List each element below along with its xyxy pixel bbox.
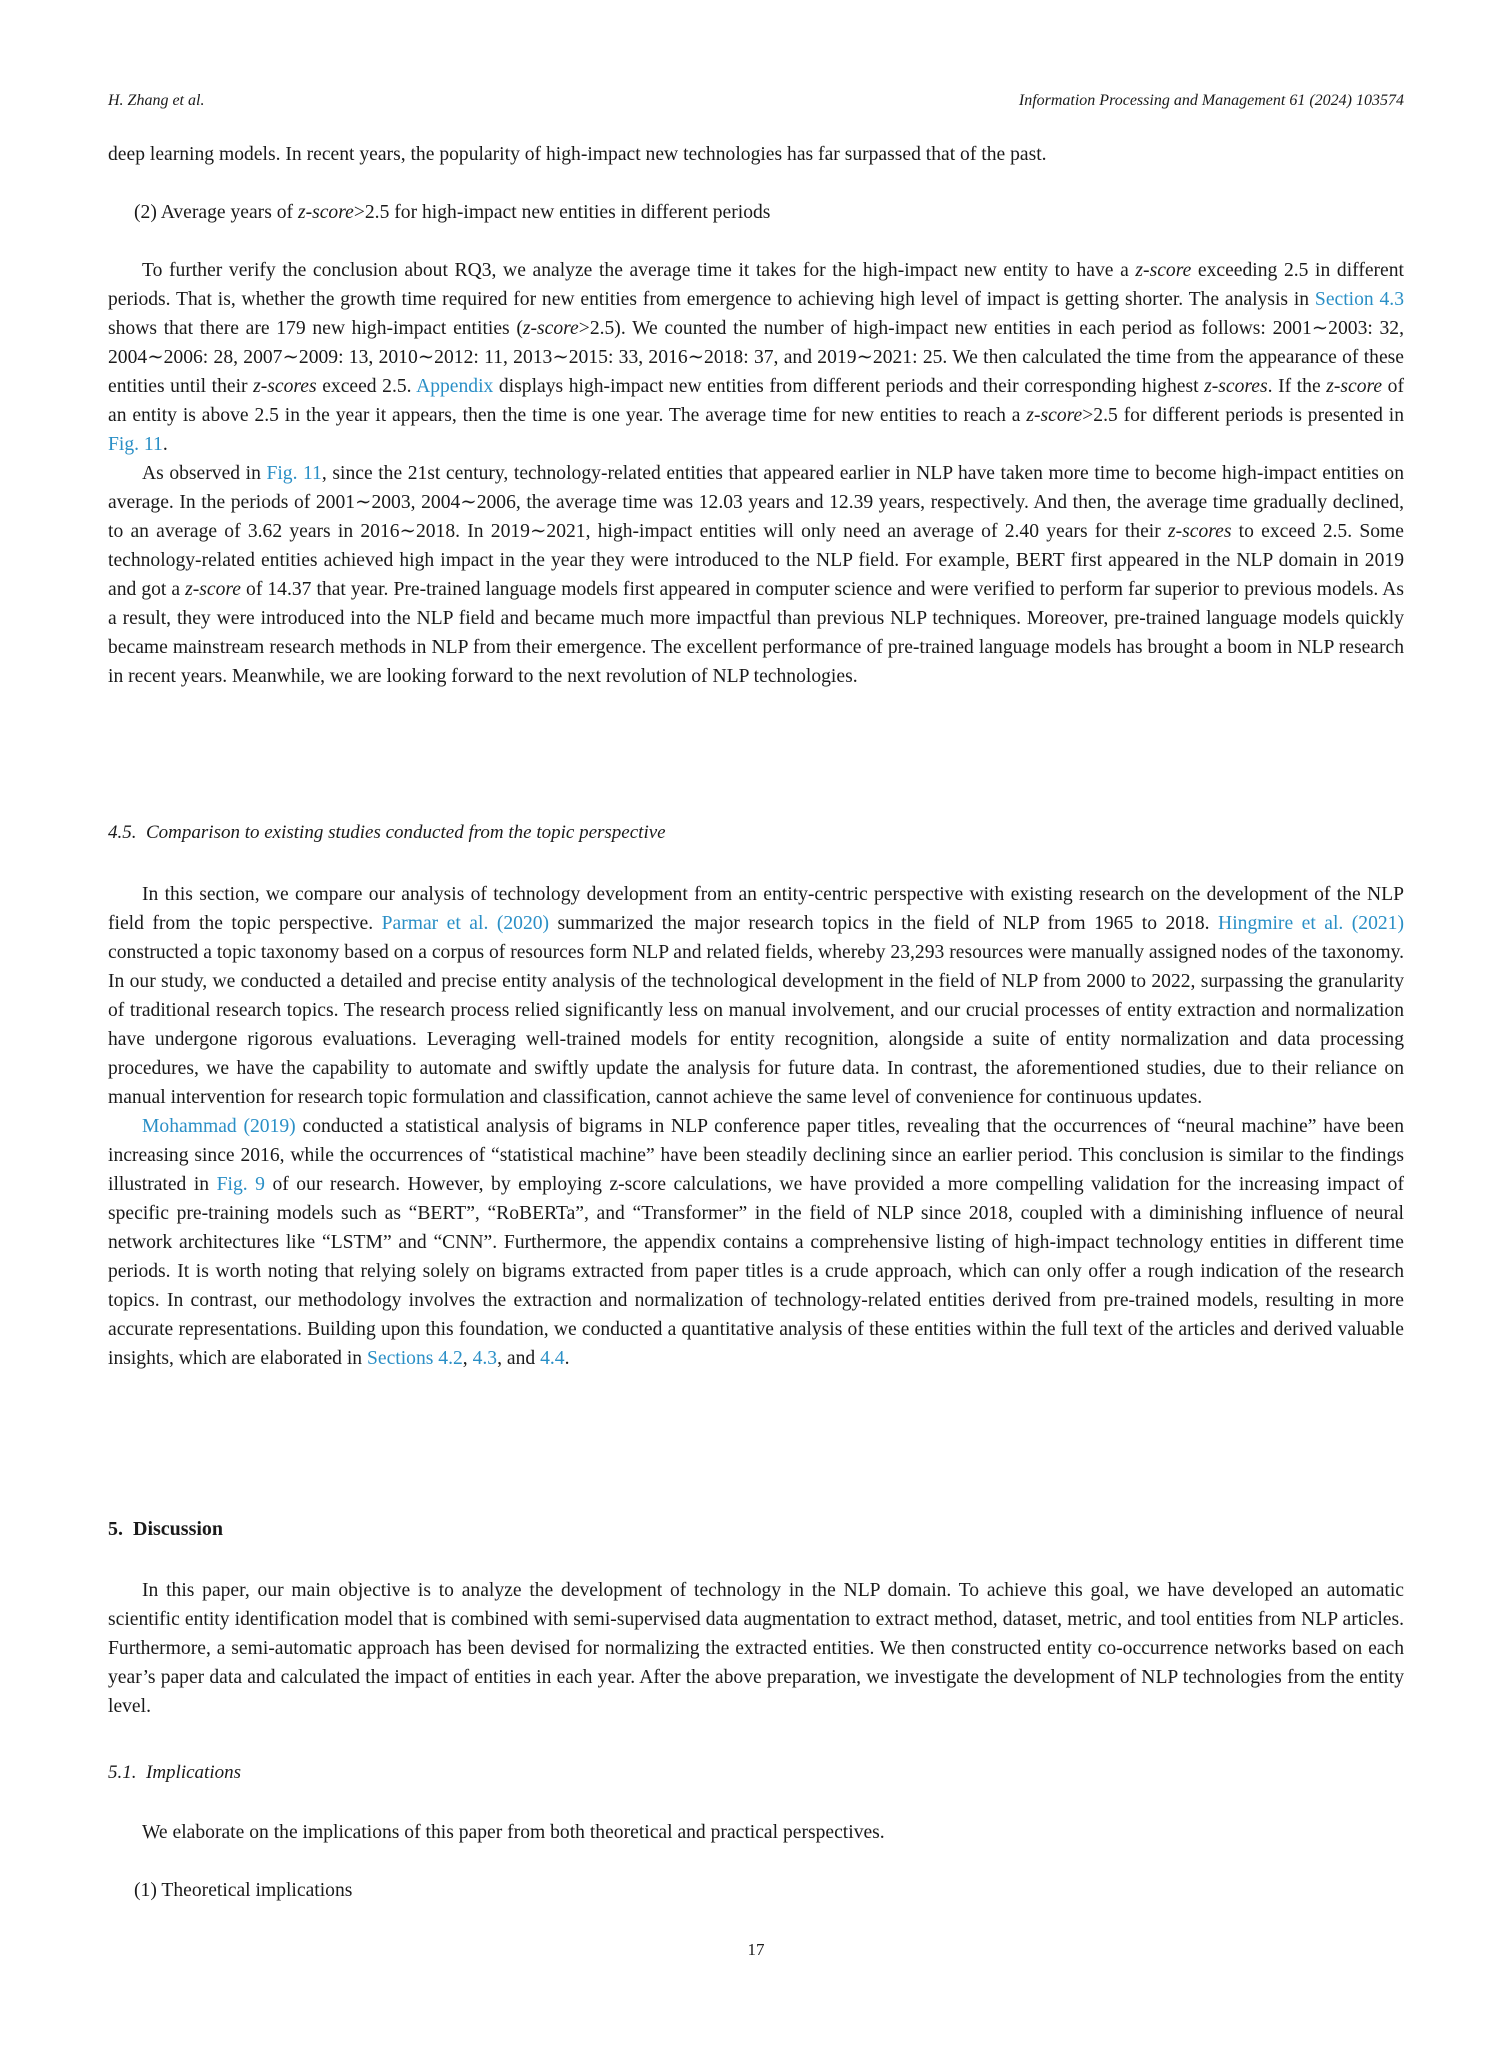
- section-heading-5-1: 5.1. Implications: [108, 1762, 241, 1783]
- header-authors: H. Zhang et al.: [108, 92, 205, 109]
- header-journal: Information Processing and Management 61 (2024) 103574: [1018, 92, 1404, 109]
- section-link[interactable]: 4.3: [472, 1348, 498, 1369]
- paragraph-rq3-verification: To further verify the conclusion about RQ3, we analyze the average time it takes for the high-impact new entity to have a z-score exceeding 2.5 in different periods. That is, whether the growth time required for new entities from emergence to achieving high level of impact is getting shorter. The analysis in Section 4.3 shows that there are 179 new high-impact entities (z-score>2.5). We counted the number of high-impact new entities in each period as follows: 2001∼2003: 32, 2004∼2006: 28, 2007∼2009: 13, 2010∼2012: 11, 2013∼2015: 33, 2016∼2018: 37, and 2019∼2021: 25. We then calculated the time from the appearance of these entities until their z-scores exceed 2.5. Appendix displays high-impact new entities from different periods and their corresponding highest z-scores. If the z-score of an entity is above 2.5 in the year it appears, then the time is one year. The average time for new entities to reach a z-score>2.5 for different periods is presented in Fig. 11. As observed in Fig. 11, since the 21st century, technology-related entities that appeared earlier in NLP have taken more time to become high-impact entities on average. In the periods of 2001∼2003, 2004∼2006, the average time was 12.03 years and 12.39 years, respectively. And then, the average time gradually declined, to an average of 3.62 years in 2016∼2018. In 2019∼2021, high-impact entities will only need an average of 2.40 years for their z-scores to exceed 2.5. Some technology-related entities achieved high impact in the year they were introduced to the NLP field. For example, BERT first appeared in the NLP domain in 2019 and got a z-score of 14.37 that year. Pre-trained language models first appeared in computer science and were verified to perform far superior to previous models. As a result, they were introduced into the NLP field and became much more impactful than previous NLP techniques. Moreover, pre-trained language models quickly became mainstream research methods in NLP from their emergence. The excellent performance of pre-trained language models has brought a boom in NLP research in recent years. Meanwhile, we are looking forward to the next revolution of NLP technologies.: [108, 256, 1404, 691]
- enum-number: (2): [134, 202, 157, 223]
- section-heading-4-5: 4.5. Comparison to existing studies conducted from the topic perspective: [108, 822, 666, 843]
- paragraph-fig11-observation: As observed in Fig. 11, since the 21st century, technology-related entities that appeared earlier in NLP have taken more time to become high-impact entities on average. In the periods of 2001∼2003, 2004∼2006, the average time was 12.03 years and 12.39 years, respectively. And then, the average time gradually declined, to an average of 3.62 years in 2016∼2018. In 2019∼2021, high-impact entities will only need an average of 2.40 years for their z-scores to exceed 2.5. Some technology-related entities achieved high impact in the year they were introduced to the NLP field. For example, BERT first appeared in the NLP domain in 2019 and got a z-score of 14.37 that year. Pre-trained language models first appeared in computer science and were verified to perform far superior to previous models. As a result, they were introduced into the NLP field and became much more impactful than previous NLP techniques. Moreover, pre-trained language models quickly became mainstream research methods in NLP from their emergence. The excellent performance of pre-trained language models has brought a boom in NLP research in recent years. Meanwhile, we are looking forward to the next revolution of NLP technologies.: [108, 463, 1404, 687]
- enum-item-1: (1) Theoretical implications: [134, 1880, 353, 1901]
- section-link[interactable]: 4.4: [540, 1348, 565, 1369]
- paragraph-bigram-analysis: Mohammad (2019) conducted a statistical analysis of bigrams in NLP conference paper titles, revealing that the occurrences of “neural machine” have been increasing since 2016, while the occurrences of “statistical machine” have been steadily declining since an earlier period. This conclusion is similar to the findings illustrated in Fig. 9 of our research. However, by employing z-score calculations, we have provided a more compelling validation for the increasing impact of specific pre-training models such as “BERT”, “RoBERTa”, and “Transformer” in the field of NLP since 2018, coupled with a diminishing influence of neural network architectures like “LSTM” and “CNN”. Furthermore, the appendix contains a comprehensive listing of high-impact technology entities in different time periods. It is worth noting that relying solely on bigrams extracted from paper titles is a crude approach, which can only offer a rough indication of the research topics. In contrast, our methodology involves the extraction and normalization of technology-related entities derived from pre-trained models, resulting in more accurate representations. Building upon this foundation, we conducted a quantitative analysis of these entities within the full text of the articles and derived valuable insights, which are elaborated in Sections 4.2, 4.3, and 4.4.: [108, 1116, 1404, 1369]
- appendix-link[interactable]: Appendix: [416, 376, 494, 397]
- figure-link[interactable]: Fig. 11: [108, 434, 163, 455]
- paragraph-topic-comparison: In this section, we compare our analysis of technology development from an entity-centric perspective with existing research on the development of the NLP field from the topic perspective. Parmar et al. (2020) summarized the major research topics in the field of NLP from 1965 to 2018. Hingmire et al. (2021) constructed a topic taxonomy based on a corpus of resources form NLP and related fields, whereby 23,293 resources were manually assigned nodes of the taxonomy. In our study, we conducted a detailed and precise entity analysis of the technological development in the field of NLP from 2000 to 2022, surpassing the granularity of traditional research topics. The research process relied significantly less on manual involvement, and our crucial processes of entity extraction and normalization have undergone rigorous evaluations. Leveraging well-trained models for entity recognition, alongside a suite of entity normalization and data processing procedures, we have the capability to automate and swiftly update the analysis for future data. In contrast, the aforementioned studies, due to their reliance on manual intervention for research topic formulation and classification, cannot achieve the same level of convenience for continuous updates. Mohammad (2019) conducted a statistical analysis of bigrams in NLP conference paper titles, revealing that the occurrences of “neural machine” have been increasing since 2016, while the occurrences of “statistical machine” have been steadily declining since an earlier period. This conclusion is similar to the findings illustrated in Fig. 9 of our research. However, by employing z-score calculations, we have provided a more compelling validation for the increasing impact of specific pre-training models such as “BERT”, “RoBERTa”, and “Transformer” in the field of NLP since 2018, coupled with a diminishing influence of neural network architectures like “LSTM” and “CNN”. Furthermore, the appendix contains a comprehensive listing of high-impact technology entities in different time periods. It is worth noting that relying solely on bigrams extracted from paper titles is a crude approach, which can only offer a rough indication of the research topics. In contrast, our methodology involves the extraction and normalization of technology-related entities derived from pre-trained models, resulting in more accurate representations. Building upon this foundation, we conducted a quantitative analysis of these entities within the full text of the articles and derived valuable insights, which are elaborated in Sections 4.2, 4.3, and 4.4.: [108, 880, 1404, 1373]
- paragraph-implications: We elaborate on the implications of this paper from both theoretical and practical perspectives.: [142, 1822, 885, 1843]
- figure-link[interactable]: Fig. 11: [266, 463, 322, 484]
- citation-link[interactable]: Hingmire et al. (2021): [1218, 913, 1404, 934]
- section-link[interactable]: Sections 4.2: [367, 1348, 463, 1369]
- section-link[interactable]: Section 4.3: [1314, 289, 1405, 310]
- enum-number: (1): [134, 1880, 157, 1901]
- citation-link[interactable]: Mohammad (2019): [142, 1116, 296, 1137]
- figure-link[interactable]: Fig. 9: [216, 1174, 265, 1195]
- page-number: 17: [747, 1940, 765, 1959]
- citation-link[interactable]: Parmar et al. (2020): [381, 913, 550, 934]
- paragraph-discussion: In this paper, our main objective is to analyze the development of technology in the NLP domain. To achieve this goal, we have developed an automatic scientific entity identification model that is combined with semi-supervised data augmentation to extract method, dataset, metric, and tool entities from NLP articles. Furthermore, a semi-automatic approach has been devised for normalizing the extracted entities. We then constructed entity co-occurrence networks based on each year’s paper data and calculated the impact of entities in each year. After the above preparation, we investigate the development of NLP technologies from the entity level.: [108, 1580, 1404, 1717]
- paragraph-continued: deep learning models. In recent years, the popularity of high-impact new technologies has far surpassed that of the past.: [108, 144, 1047, 165]
- enum-item-2: (2) Average years of z-score>2.5 for high-impact new entities in different periods: [134, 202, 771, 223]
- section-heading-5: 5. Discussion: [108, 1518, 224, 1540]
